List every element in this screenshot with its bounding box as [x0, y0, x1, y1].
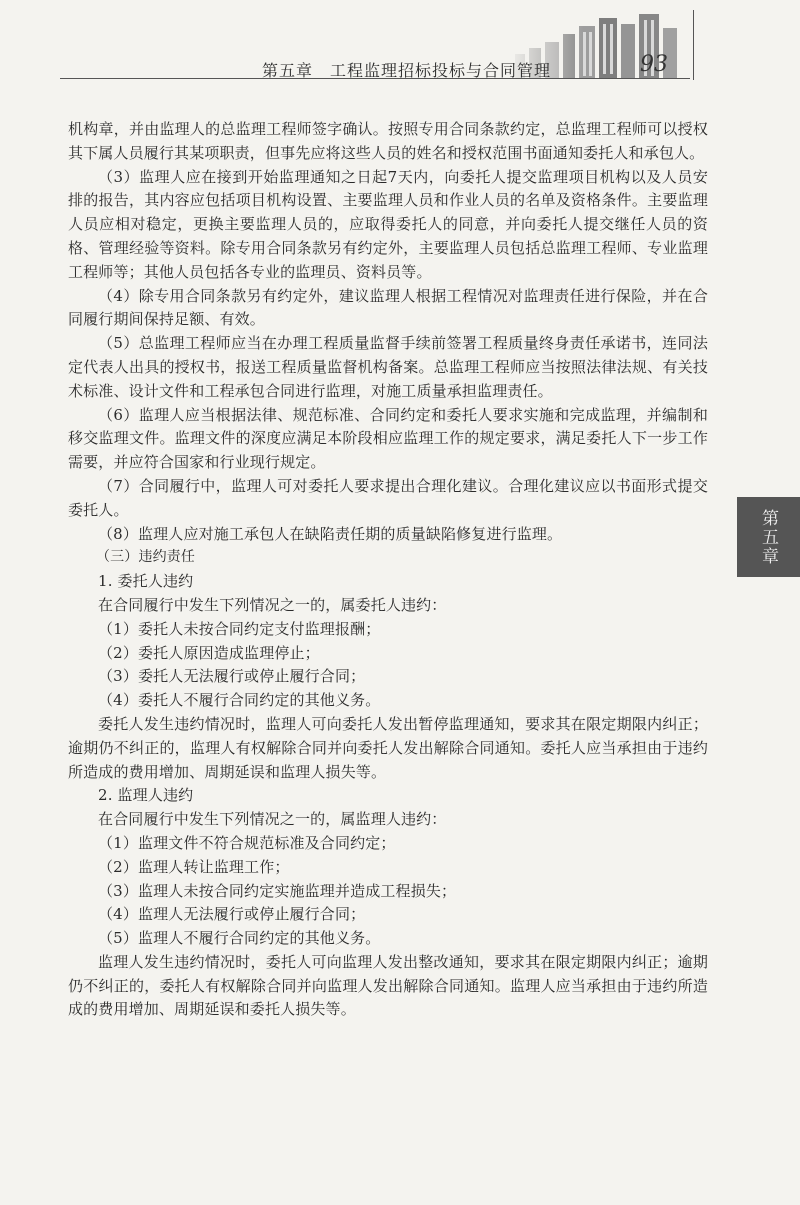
paragraph: 委托人发生违约情况时，监理人可向委托人发出暂停监理通知，要求其在限定期限内纠正；逾期仍不纠正的，监理人有权解除合同并向委托人发出解除合同通知。委托人应当承担由于违约所造成的费用增加、周期延误和监理人损失等。 [68, 714, 708, 781]
paragraph: （1）监理文件不符合规范标准及合同约定； [98, 833, 396, 852]
paragraph: （8）监理人应对施工承包人在缺陷责任期的质量缺陷修复进行监理。 [98, 524, 563, 543]
paragraph: （三）违约责任 [96, 549, 196, 566]
paragraph: （2）监理人转让监理工作； [98, 857, 290, 876]
header-vertical-divider [693, 10, 694, 80]
paragraph: （7）合同履行中，监理人可对委托人要求提出合理化建议。合理化建议应以书面形式提交委托人。 [68, 476, 708, 519]
paragraph: （4）委托人不履行合同约定的其他义务。 [98, 691, 381, 710]
header-divider [60, 78, 690, 79]
paragraph: （3）监理人未按合同约定实施监理并造成工程损失； [98, 881, 457, 900]
page-number: 93 [640, 52, 668, 77]
paragraph: （4）监理人无法履行或停止履行合同； [98, 905, 366, 924]
paragraph: （3）委托人无法履行或停止履行合同； [98, 667, 366, 686]
paragraph: （5）总监理工程师应当在办理工程质量监督手续前签署工程质量终身责任承诺书，连同法定代表人出具的授权书，报送工程质量监督机构备案。总监理工程师应当按照法律法规、有关技术标准、设计文件和工程承包合同进行监理，对施工质量承担监理责任。 [68, 334, 708, 400]
paragraph: 机构章，并由监理人的总监理工程师签字确认。按照专用合同条款约定，总监理工程师可以授权其下属人员履行其某项职责，但事先应将这些人员的姓名和授权范围书面通知委托人和承包人。 [68, 120, 708, 162]
paragraph: 2. 监理人违约 [98, 786, 194, 805]
paragraph: （6）监理人应当根据法律、规范标准、合同约定和委托人要求实施和完成监理，并编制和移交监理文件。监理文件的深度应满足本阶段相应监理工作的规定要求，满足委托人下一步工作需要，并应符合国家和行业现行规定。 [68, 405, 708, 472]
paragraph: （5）监理人不履行合同约定的其他义务。 [98, 929, 381, 948]
body-text [68, 118, 708, 1022]
paragraph: 在合同履行中发生下列情况之一的，属监理人违约： [98, 810, 447, 829]
paragraph: （3）监理人应在接到开始监理通知之日起7天内，向委托人提交监理项目机构以及人员安排的报告，其内容应包括项目机构设置、主要监理人员和作业人员的名单及资格条件。主要监理人员应相对稳定，更换主要监理人员的，应取得委托人的同意，并向委托人提交继任人员的资格、管理经验等资料。除专用合同条款另有约定外，主要监理人员包括总监理工程师、专业监理工程师等；其他人员包括各专业的监理员、资料员等。 [68, 167, 708, 281]
paragraph: （1）委托人未按合同约定支付监理报酬； [98, 619, 381, 638]
paragraph: （2）委托人原因造成监理停止； [98, 643, 320, 662]
chapter-side-tab [737, 497, 800, 577]
paragraph: 1. 委托人违约 [98, 572, 194, 591]
paragraph: 在合同履行中发生下列情况之一的，属委托人违约： [98, 595, 447, 614]
chapter-title: 第五章 工程监理招标投标与合同管理 [262, 61, 552, 80]
chapter-side-tab-label: 第五章 [758, 508, 778, 566]
paragraph: （4）除专用合同条款另有约定外，建议监理人根据工程情况对监理责任进行保险，并在合同履行期间保持足额、有效。 [68, 286, 708, 329]
page-header [0, 0, 800, 90]
paragraph: 监理人发生违约情况时，委托人可向监理人发出整改通知，要求其在限定期限内纠正；逾期仍不纠正的，委托人有权解除合同并向监理人发出解除合同通知。监理人应当承担由于违约所造成的费用增加、周期延误和委托人损失等。 [68, 952, 708, 1019]
